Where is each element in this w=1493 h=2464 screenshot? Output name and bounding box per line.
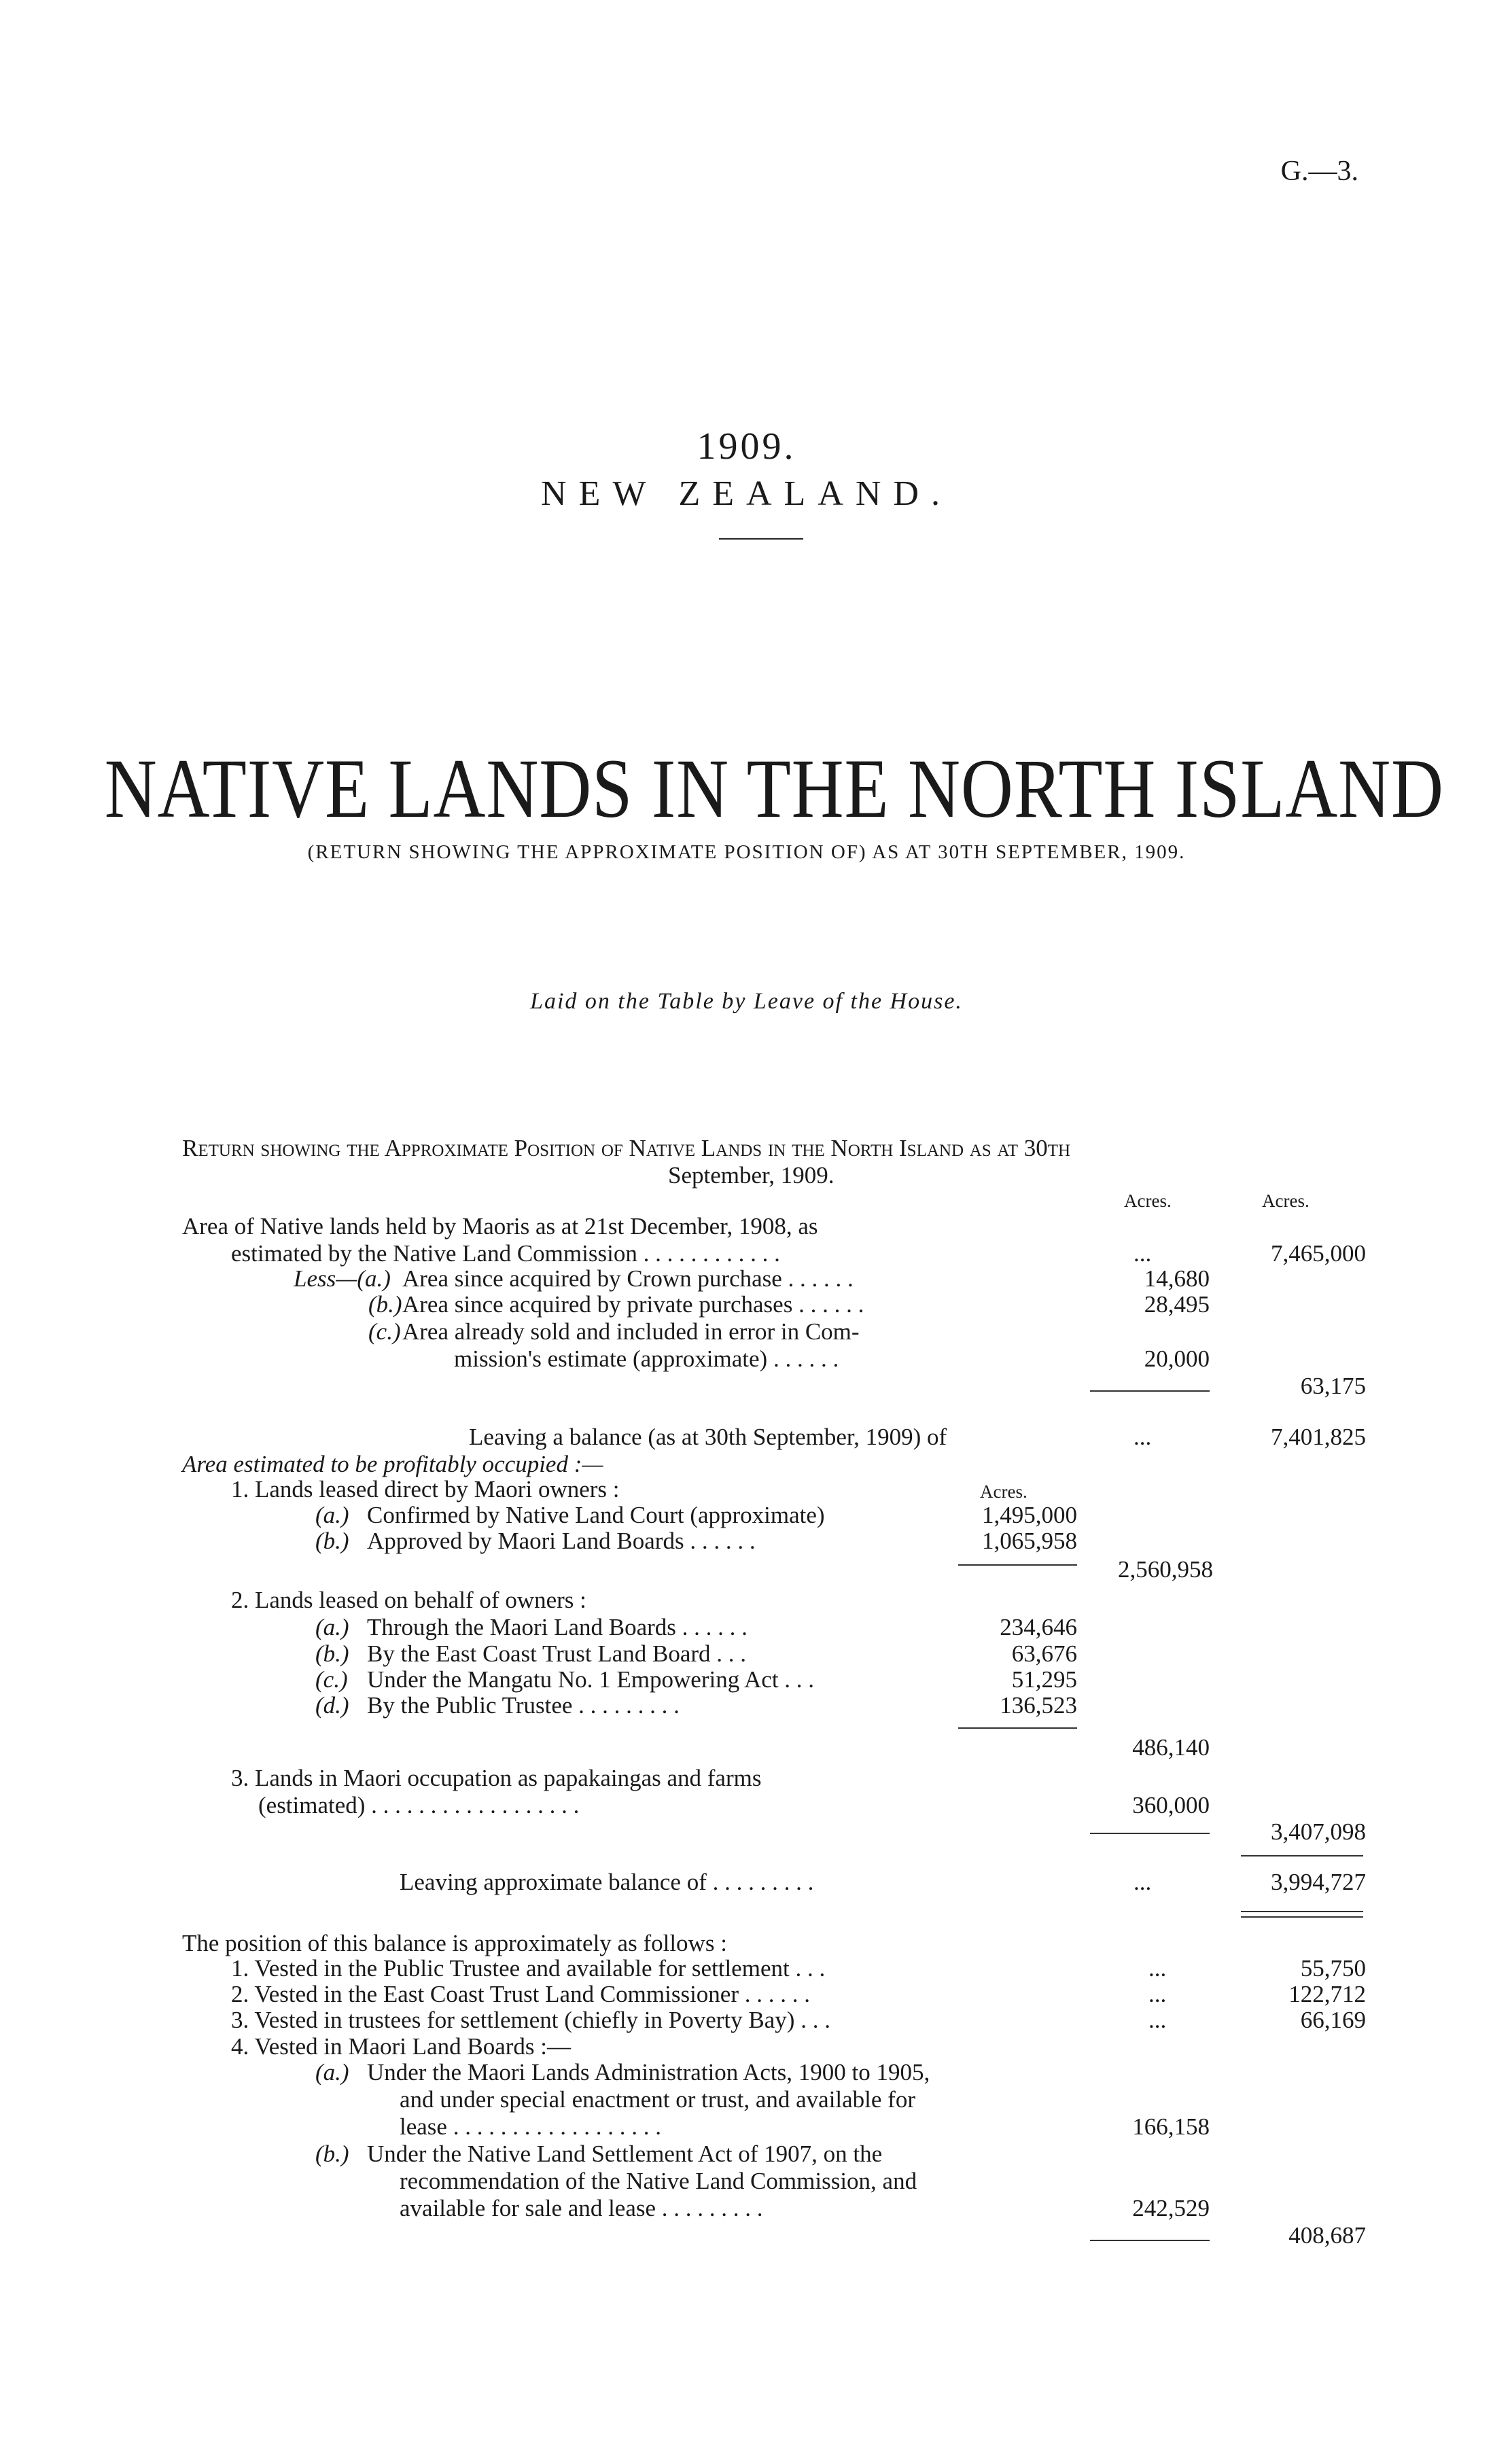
country-heading: NEW ZEALAND. — [541, 474, 952, 513]
country-underline — [719, 538, 803, 540]
s1-a-value: 1,495,000 — [982, 1502, 1077, 1528]
s3-value: 360,000 — [1132, 1792, 1210, 1818]
s2-d-text: By the Public Trustee . . . . . . . . . — [367, 1692, 680, 1719]
s1-b-text: Approved by Maori Land Boards . . . . . . — [367, 1528, 756, 1554]
p4-a-line-2: and under special enactment or trust, and available for — [400, 2086, 915, 2113]
s1-a-label: (a.) — [315, 1502, 349, 1528]
p1-text: 1. Vested in the Public Trustee and available for settlement . . . — [231, 1955, 826, 1982]
s2-b-value: 63,676 — [1011, 1640, 1077, 1667]
less-c-value: 20,000 — [1144, 1345, 1210, 1372]
s2-c-value: 51,295 — [1011, 1666, 1077, 1693]
s2-a-value: 234,646 — [1000, 1614, 1077, 1640]
s1-heading: 1. Lands leased direct by Maori owners : — [231, 1476, 620, 1502]
p1-value: 55,750 — [1300, 1955, 1366, 1982]
s2-c-text: Under the Mangatu No. 1 Empowering Act . . . — [367, 1666, 815, 1693]
s1-column-acres: Acres. — [980, 1481, 1027, 1502]
s1-rule — [958, 1564, 1077, 1566]
p3-dots: ... — [1148, 2007, 1167, 2033]
return-heading-line-2: September, 1909. — [668, 1162, 835, 1189]
p4-a-label: (a.) — [315, 2059, 349, 2085]
approx-dots: ... — [1134, 1869, 1152, 1895]
approx-value: 3,994,727 — [1271, 1869, 1366, 1895]
balance-value: 7,401,825 — [1271, 1424, 1366, 1450]
area-line-2: estimated by the Native Land Commission . . . . . . . . . . . . — [231, 1240, 780, 1267]
less-b-text: Area since acquired by private purchases . . . . . . — [402, 1291, 864, 1318]
s2-heading: 2. Lands leased on behalf of owners : — [231, 1587, 586, 1613]
s2-a-label: (a.) — [315, 1614, 349, 1640]
occupied-total: 3,407,098 — [1271, 1818, 1366, 1845]
less-a-text: Area since acquired by Crown purchase . . . . . . — [402, 1265, 854, 1292]
occupied-rule — [1241, 1855, 1363, 1856]
s2-d-value: 136,523 — [1000, 1692, 1077, 1719]
p3-text: 3. Vested in trustees for settlement (chiefly in Poverty Bay) . . . — [231, 2007, 830, 2033]
p4-b-line-3: available for sale and lease . . . . . . . . . — [400, 2195, 763, 2221]
approx-double-rule-top — [1241, 1911, 1363, 1912]
s3-rule — [1090, 1833, 1210, 1834]
p2-value: 122,712 — [1288, 1981, 1366, 2007]
occupied-heading: Area estimated to be profitably occupied :— — [182, 1451, 603, 1477]
area-line-1: Area of Native lands held by Maoris as at 21st December, 1908, as — [182, 1213, 818, 1239]
p1-dots: ... — [1148, 1955, 1167, 1982]
area-dots: ... — [1134, 1240, 1152, 1267]
less-rule — [1090, 1390, 1210, 1392]
s1-a-text: Confirmed by Native Land Court (approximate) — [367, 1502, 825, 1528]
return-heading-line-1: Return showing the Approximate Position of Native Lands in the North Island as at 30th — [182, 1135, 1071, 1161]
area-total: 7,465,000 — [1271, 1240, 1366, 1267]
less-a-value: 14,680 — [1144, 1265, 1210, 1292]
s2-b-text: By the East Coast Trust Land Board . . . — [367, 1640, 747, 1667]
p4-a-line-1: Under the Maori Lands Administration Acts, 1900 to 1905, — [367, 2059, 930, 2085]
p4-b-value: 242,529 — [1132, 2195, 1210, 2221]
p2-text: 2. Vested in the East Coast Trust Land Commissioner . . . . . . — [231, 1981, 810, 2007]
s1-b-value: 1,065,958 — [982, 1528, 1077, 1554]
s2-rule — [958, 1727, 1077, 1729]
laid-on-table-note: Laid on the Table by Leave of the House. — [530, 989, 963, 1014]
p4-b-line-2: recommendation of the Native Land Commission, and — [400, 2168, 917, 2194]
p4-rule — [1090, 2240, 1210, 2241]
p2-dots: ... — [1148, 1981, 1167, 2007]
p3-value: 66,169 — [1300, 2007, 1366, 2033]
balance-dots: ... — [1134, 1424, 1152, 1450]
column-header-acres-1: Acres. — [1124, 1191, 1172, 1211]
p4-b-line-1: Under the Native Land Settlement Act of 1907, on the — [367, 2141, 883, 2167]
less-c-line-2: mission's estimate (approximate) . . . . . . — [454, 1345, 839, 1372]
less-c-line-1: Area already sold and included in error in Com- — [402, 1318, 860, 1345]
s2-total: 486,140 — [1132, 1734, 1210, 1761]
s3-line-1: 3. Lands in Maori occupation as papakaingas and farms — [231, 1765, 762, 1791]
position-heading: The position of this balance is approximately as follows : — [182, 1930, 727, 1956]
less-c-label: (c.) — [368, 1318, 401, 1345]
approx-text: Leaving approximate balance of . . . . . . . . . — [400, 1869, 814, 1895]
less-a-label: Less—(a.) — [294, 1265, 391, 1292]
p4-heading: 4. Vested in Maori Land Boards :— — [231, 2033, 571, 2060]
document-year: 1909. — [697, 425, 796, 468]
s2-c-label: (c.) — [315, 1666, 348, 1693]
document-subtitle: (RETURN SHOWING THE APPROXIMATE POSITION OF) AS AT 30TH SEPTEMBER, 1909. — [307, 841, 1186, 863]
p4-total: 408,687 — [1288, 2222, 1366, 2249]
column-header-acres-2: Acres. — [1262, 1191, 1310, 1211]
s2-a-text: Through the Maori Land Boards . . . . . . — [367, 1614, 748, 1640]
approx-double-rule-bottom — [1241, 1916, 1363, 1918]
s2-d-label: (d.) — [315, 1692, 349, 1719]
balance-text: Leaving a balance (as at 30th September, 1909) of — [469, 1424, 947, 1450]
p4-a-line-3: lease . . . . . . . . . . . . . . . . . . — [400, 2113, 661, 2140]
page-reference: G.—3. — [1280, 156, 1358, 187]
s3-line-2: (estimated) . . . . . . . . . . . . . . . . . . — [258, 1792, 580, 1818]
s2-b-label: (b.) — [315, 1640, 349, 1667]
less-b-label: (b.) — [368, 1291, 402, 1318]
less-b-value: 28,495 — [1144, 1291, 1210, 1318]
less-total: 63,175 — [1300, 1373, 1366, 1399]
p4-b-label: (b.) — [315, 2141, 349, 2167]
s1-total: 2,560,958 — [1118, 1556, 1213, 1583]
document-title: NATIVE LANDS IN THE NORTH ISLAND — [104, 742, 1444, 835]
s1-b-label: (b.) — [315, 1528, 349, 1554]
p4-a-value: 166,158 — [1132, 2113, 1210, 2140]
